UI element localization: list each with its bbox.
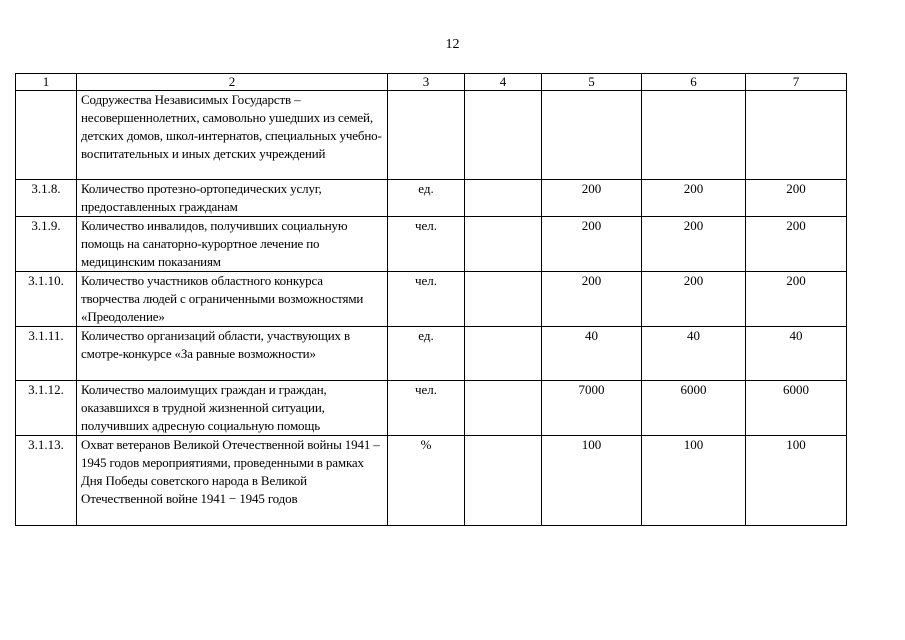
page-number: 12 bbox=[445, 37, 460, 52]
indicator-name: Количество организаций области, участвующих в смотре-конкурсе «За равные возможности» bbox=[77, 327, 388, 381]
row-number: 3.1.11. bbox=[16, 327, 77, 381]
unit-cell bbox=[388, 91, 465, 180]
value-cell-5: 7000 bbox=[542, 381, 642, 436]
value-cell-5: 200 bbox=[542, 180, 642, 217]
indicator-name: Количество инвалидов, получивших социальную помощь на санаторно-курортное лечение по медицинским показаниям bbox=[77, 217, 388, 272]
value-cell-5: 200 bbox=[542, 217, 642, 272]
row-number: 3.1.9. bbox=[16, 217, 77, 272]
value-cell-7: 200 bbox=[746, 272, 847, 327]
column-header: 5 bbox=[542, 74, 642, 91]
value-cell-5: 40 bbox=[542, 327, 642, 381]
indicator-name: Содружества Независимых Государств – несовершеннолетних, самовольно ушедших из семей, детских домов, школ-интернатов, специальных учебно-воспитательных и иных детских учреждений bbox=[77, 91, 388, 180]
value-cell-7: 6000 bbox=[746, 381, 847, 436]
table-row bbox=[16, 180, 847, 217]
value-cell-4 bbox=[465, 91, 542, 180]
table-row bbox=[16, 327, 847, 381]
value-cell-7 bbox=[746, 91, 847, 180]
header-row bbox=[16, 74, 847, 91]
indicator-name: Охват ветеранов Великой Отечественной войны 1941 – 1945 годов мероприятиями, проведенными в рамках Дня Победы советского народа в Великой Отечественной войне 1941 − 1945 годов bbox=[77, 436, 388, 526]
indicators-table bbox=[15, 73, 847, 526]
value-cell-6: 6000 bbox=[642, 381, 746, 436]
value-cell-6: 200 bbox=[642, 272, 746, 327]
table-row bbox=[16, 91, 847, 180]
row-number: 3.1.13. bbox=[16, 436, 77, 526]
indicator-name: Количество малоимущих граждан и граждан, оказавшихся в трудной жизненной ситуации, получивших адресную социальную помощь bbox=[77, 381, 388, 436]
row-number bbox=[16, 91, 77, 180]
value-cell-5: 200 bbox=[542, 272, 642, 327]
unit-cell: чел. bbox=[388, 217, 465, 272]
row-number: 3.1.8. bbox=[16, 180, 77, 217]
value-cell-4 bbox=[465, 272, 542, 327]
column-header: 7 bbox=[746, 74, 847, 91]
column-header: 1 bbox=[16, 74, 77, 91]
column-header: 4 bbox=[465, 74, 542, 91]
value-cell-6: 100 bbox=[642, 436, 746, 526]
value-cell-6 bbox=[642, 91, 746, 180]
value-cell-4 bbox=[465, 327, 542, 381]
value-cell-4 bbox=[465, 180, 542, 217]
table-row bbox=[16, 436, 847, 526]
table-row bbox=[16, 381, 847, 436]
column-header: 2 bbox=[77, 74, 388, 91]
value-cell-6: 200 bbox=[642, 180, 746, 217]
value-cell-7: 200 bbox=[746, 217, 847, 272]
value-cell-4 bbox=[465, 381, 542, 436]
value-cell-7: 100 bbox=[746, 436, 847, 526]
value-cell-4 bbox=[465, 217, 542, 272]
column-header: 3 bbox=[388, 74, 465, 91]
indicator-name: Количество протезно-ортопедических услуг, предоставленных гражданам bbox=[77, 180, 388, 217]
unit-cell: ед. bbox=[388, 180, 465, 217]
unit-cell: ед. bbox=[388, 327, 465, 381]
table-row bbox=[16, 217, 847, 272]
unit-cell: чел. bbox=[388, 272, 465, 327]
value-cell-6: 40 bbox=[642, 327, 746, 381]
row-number: 3.1.10. bbox=[16, 272, 77, 327]
unit-cell: чел. bbox=[388, 381, 465, 436]
unit-cell: % bbox=[388, 436, 465, 526]
value-cell-7: 40 bbox=[746, 327, 847, 381]
value-cell-7: 200 bbox=[746, 180, 847, 217]
table-row bbox=[16, 272, 847, 327]
value-cell-5: 100 bbox=[542, 436, 642, 526]
value-cell-4 bbox=[465, 436, 542, 526]
value-cell-5 bbox=[542, 91, 642, 180]
row-number: 3.1.12. bbox=[16, 381, 77, 436]
column-header: 6 bbox=[642, 74, 746, 91]
value-cell-6: 200 bbox=[642, 217, 746, 272]
indicator-name: Количество участников областного конкурса творчества людей с ограниченными возможностями «Преодоление» bbox=[77, 272, 388, 327]
